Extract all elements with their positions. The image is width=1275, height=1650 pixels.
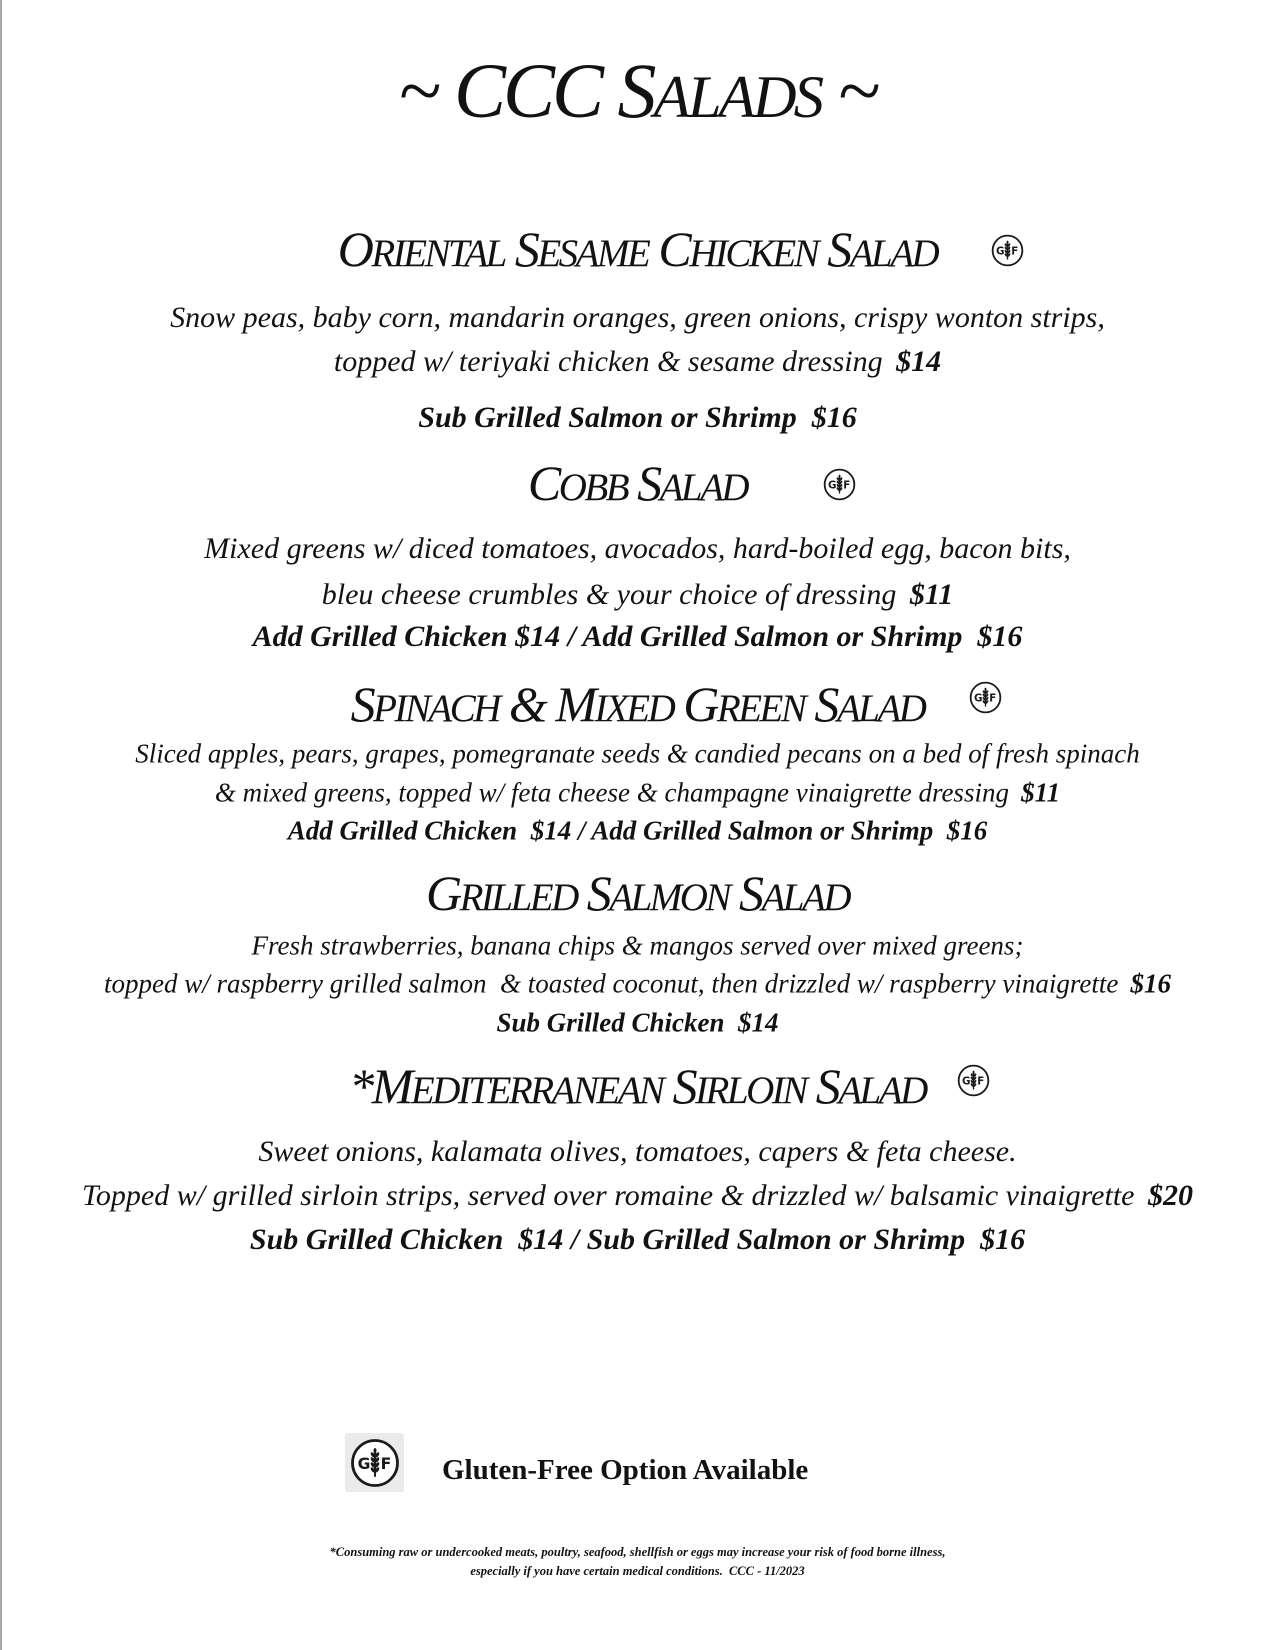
menu-item-add-on: Sub Grilled Salmon or Shrimp $16 bbox=[418, 401, 857, 434]
menu-item-description-line bbox=[0, 738, 1275, 769]
menu-item-price: $11 bbox=[909, 578, 954, 611]
menu-title: ~ CCC SALADS ~ bbox=[398, 47, 877, 134]
gluten-free-icon-graphic bbox=[969, 681, 1002, 714]
gluten-free-badge bbox=[345, 1433, 404, 1492]
small-cap-letters: ALAD bbox=[761, 876, 849, 919]
menu-item-name: COBB SALAD bbox=[527, 455, 748, 511]
description-text: Sliced apples, pears, grapes, pomegranate seeds & candied pecans on a bed of fresh spinach bbox=[135, 738, 1140, 769]
small-cap-letters: OBB bbox=[558, 466, 628, 509]
small-cap-letters: ALAD bbox=[659, 466, 748, 509]
small-cap-letters: ESAME bbox=[537, 232, 649, 275]
gluten-free-icon-graphic bbox=[991, 234, 1024, 267]
menu-item-price: $14 bbox=[896, 345, 942, 378]
menu-item-add-on: Sub Grilled Chicken $14 / Sub Grilled Salmon or Shrimp $16 bbox=[249, 1223, 1026, 1256]
menu-item-description-line bbox=[0, 534, 1275, 564]
gluten-free-icon bbox=[991, 234, 1024, 267]
footnote-line: *Consuming raw or undercooked meats, poultry, seafood, shellfish or eggs may increase your risk of food borne illness, bbox=[329, 1544, 946, 1559]
gluten-free-icon bbox=[969, 681, 1002, 714]
menu-item-price: $20 bbox=[1147, 1179, 1193, 1212]
gf-letter-f: F bbox=[380, 1454, 391, 1473]
small-cap-letters: PINACH bbox=[373, 687, 499, 730]
small-cap-letters: ALAD bbox=[849, 232, 938, 275]
menu-item-description-line bbox=[0, 777, 1275, 808]
small-cap-letters: EDITERRANEAN bbox=[410, 1069, 663, 1112]
gf-letter-f: F bbox=[977, 1075, 985, 1088]
menu-item-description-line bbox=[0, 1137, 1275, 1167]
menu-item-description-line bbox=[0, 930, 1275, 961]
menu-item-description-line bbox=[0, 968, 1275, 999]
menu-item-description-line bbox=[0, 1181, 1275, 1211]
menu-item-name: SPINACH & MIXED GREEN SALAD bbox=[350, 676, 925, 732]
gf-letter-g: G bbox=[974, 692, 983, 705]
menu-item-price: $16 bbox=[1130, 968, 1172, 999]
menu-item-add-on: Add Grilled Chicken $14 / Add Grilled Salmon or Shrimp $16 bbox=[287, 815, 988, 846]
gluten-free-legend bbox=[345, 1433, 808, 1492]
small-cap-letters: ALMON bbox=[609, 876, 729, 919]
gf-letter-f: F bbox=[843, 479, 851, 492]
gf-letter-f: F bbox=[1011, 245, 1019, 258]
small-cap-letters: ALAD bbox=[836, 687, 925, 730]
description-text: topped w/ raspberry grilled salmon & toasted coconut, then drizzled w/ raspberry vinaigrette bbox=[103, 968, 1119, 999]
small-cap-letters: RIENTAL bbox=[371, 232, 505, 275]
small-cap-letters: IRLOIN bbox=[695, 1069, 806, 1112]
gluten-free-icon-graphic bbox=[957, 1064, 990, 1097]
menu-item-description-line bbox=[0, 347, 1275, 377]
small-cap-letters: IXED bbox=[594, 687, 674, 730]
menu-item-add-on: Sub Grilled Chicken $14 bbox=[496, 1007, 779, 1038]
gluten-free-icon bbox=[350, 1438, 400, 1488]
description-text: topped w/ teriyaki chicken & sesame dressing bbox=[333, 345, 883, 378]
menu-item-description-line bbox=[0, 580, 1275, 610]
gf-letter-g: G bbox=[962, 1075, 971, 1088]
small-cap-letters: ALADS bbox=[653, 64, 822, 131]
gluten-free-icon bbox=[957, 1064, 990, 1097]
menu-item-add-on: Add Grilled Chicken $14 / Add Grilled Salmon or Shrimp $16 bbox=[252, 620, 1023, 653]
gf-letter-g: G bbox=[996, 245, 1005, 258]
small-cap-letters: ALAD bbox=[838, 1069, 926, 1112]
menu-item-name: ORIENTAL SESAME CHICKEN SALAD bbox=[337, 221, 938, 277]
gf-letter-g: G bbox=[828, 479, 837, 492]
menu-item-price: $11 bbox=[1021, 777, 1061, 808]
description-text: Mixed greens w/ diced tomatoes, avocados, hard-boiled egg, bacon bits, bbox=[204, 532, 1071, 565]
menu-item-description-line bbox=[0, 303, 1275, 333]
description-text: & mixed greens, topped w/ feta cheese & champagne vinaigrette dressing bbox=[214, 777, 1009, 808]
description-text: Sweet onions, kalamata olives, tomatoes, capers & feta cheese. bbox=[258, 1135, 1017, 1168]
wheat-grain bbox=[985, 688, 987, 692]
gluten-free-icon bbox=[823, 468, 856, 501]
menu-item-name: *MEDITERRANEAN SIRLOIN SALAD bbox=[349, 1058, 926, 1114]
small-cap-letters: REEN bbox=[716, 687, 805, 730]
gluten-free-icon-graphic bbox=[350, 1438, 400, 1488]
wheat-grain bbox=[1007, 241, 1009, 245]
gluten-free-icon-graphic bbox=[823, 468, 856, 501]
description-text: Snow peas, baby corn, mandarin oranges, green onions, crispy wonton strips, bbox=[170, 301, 1105, 334]
description-text: Fresh strawberries, banana chips & mangos served over mixed greens; bbox=[251, 930, 1024, 961]
gf-letter-g: G bbox=[357, 1454, 370, 1473]
small-cap-letters: HICKEN bbox=[689, 232, 818, 275]
legend-label: Gluten-Free Option Available bbox=[442, 1454, 809, 1486]
wheat-grain bbox=[373, 1448, 376, 1454]
wheat-grain bbox=[839, 475, 841, 479]
small-cap-letters: RILLED bbox=[459, 876, 577, 919]
gf-letter-f: F bbox=[989, 692, 997, 705]
description-text: Topped w/ grilled sirloin strips, served over romaine & drizzled w/ balsamic vinaigrette bbox=[82, 1179, 1135, 1212]
menu-item-name: GRILLED SALMON SALAD bbox=[426, 865, 849, 921]
footnote-line: especially if you have certain medical conditions. CCC - 11/2023 bbox=[470, 1563, 805, 1578]
wheat-grain bbox=[973, 1071, 975, 1075]
description-text: bleu cheese crumbles & your choice of dressing bbox=[321, 578, 897, 611]
